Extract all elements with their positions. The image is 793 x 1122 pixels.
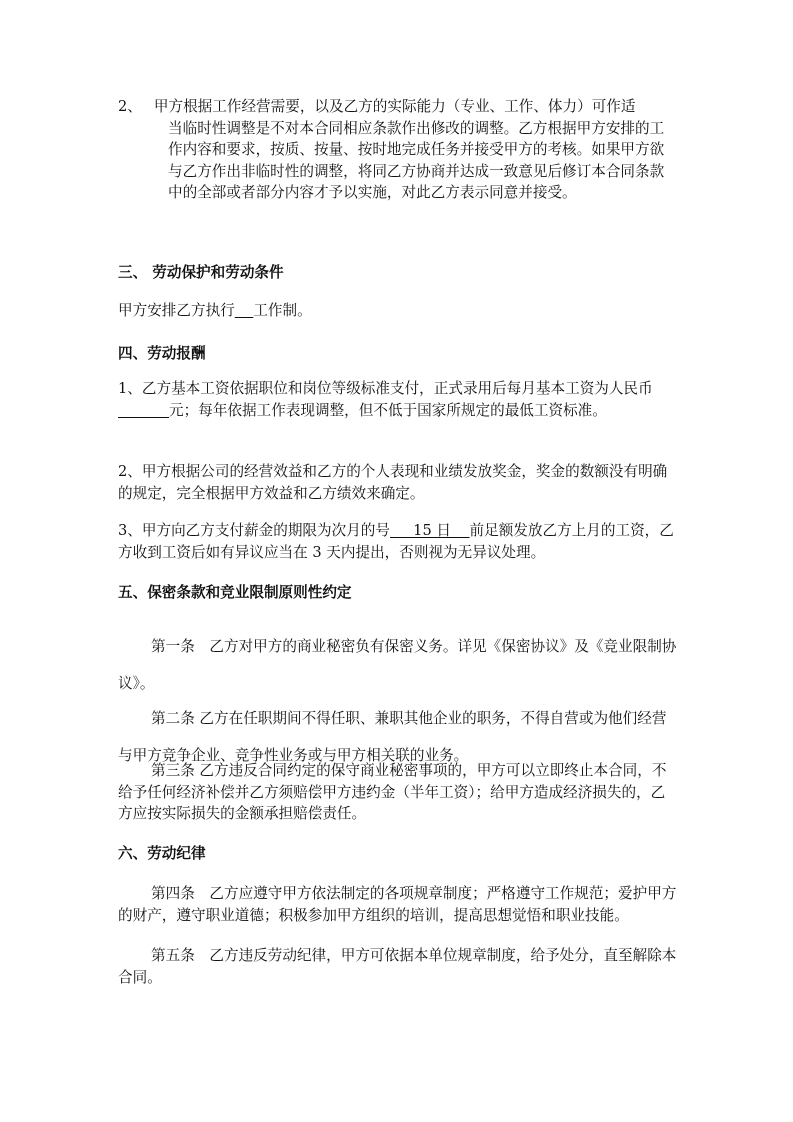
work-system-blank: [235, 302, 254, 319]
section-4-paragraph-3: [118, 520, 678, 563]
clause-2-first-text: 甲方根据工作经营需要，以及乙方的实际能力（专业、工作、体力）可作适: [153, 98, 636, 115]
section-3-heading: 三、 劳动保护和劳动条件: [118, 264, 284, 281]
section-5-heading: 五、保密条款和竞业限制原则性约定: [118, 584, 352, 601]
pay-date-text-b: 前足额发放乙方上月的工资，乙方收到工资后如有异议应当在 3 天内提出，否则视为无异议处理。: [118, 522, 674, 561]
section-3-text-a: 甲方安排乙方执行: [118, 302, 235, 319]
article-1: 第一条 乙方对甲方的商业秘密负有保密义务。详见《保密协议》及《竞业限制协议》。: [118, 638, 677, 692]
clause-2-continuation: 当临时性调整是不对本合同相应条款作出修改的调整。乙方根据甲方安排的工作内容和要求，按质、按量、按时地完成任务并接受甲方的考核。如果甲方欲与乙方作出非临时性的调整，将同乙方协商并达成一致意见后修订本合同条款中的全部或者部分内容才予以实施，对此乙方表示同意并接受。: [168, 119, 665, 201]
section-4-paragraph-2: 2、甲方根据公司的经营效益和乙方的个人表现和业绩发放奖金，奖金的数额没有明确的规定，完全根据甲方效益和乙方绩效来确定。: [118, 463, 668, 502]
pay-date-text-a: 3、甲方向乙方支付薪金的期限为次月的号: [118, 522, 390, 539]
article-5: 第五条 乙方违反劳动纪律，甲方可依据本单位规章制度，给予处分，直至解除本合同。: [118, 947, 677, 986]
salary-text-b: 元；每年依据工作表现调整，但不低于国家所规定的最低工资标准。: [169, 401, 607, 419]
section-3-paragraph: [118, 300, 678, 322]
article-2: 第二条 乙方在任职期间不得任职、兼职其他企业的职务，不得自营或为他们经营与甲方竞争企业、竞争性业务或与甲方相关联的业务。: [118, 710, 667, 764]
pay-date-blank: 15 日: [389, 522, 470, 539]
clause-2-first-line: [118, 96, 678, 118]
salary-amount-blank: [118, 402, 169, 419]
section-3-text-b: 工作制。: [253, 302, 312, 319]
article-3: 第三条 乙方违反合同约定的保守商业秘密事项的，甲方可以立即终止本合同，不给予任何经济补偿并乙方须赔偿甲方违约金（半年工资）；给甲方造成经济损失的，乙方应按实际损失的金额承担赔偿责任。: [118, 762, 667, 822]
salary-text-a: 1、乙方基本工资依据职位和岗位等级标准支付，正式录用后每月基本工资为人民币: [118, 380, 653, 397]
section-4-paragraph-1: [118, 378, 678, 421]
article-4: 第四条 乙方应遵守甲方依法制定的各项规章制度；严格遵守工作规范；爱护甲方的财产，遵守职业道德；积极参加甲方组织的培训，提高思想觉悟和职业技能。: [118, 885, 677, 924]
section-6-heading: 六、劳动纪律: [118, 845, 206, 862]
section-4-heading: 四、劳动报酬: [118, 345, 206, 362]
clause-2-number: 2、: [118, 98, 142, 115]
